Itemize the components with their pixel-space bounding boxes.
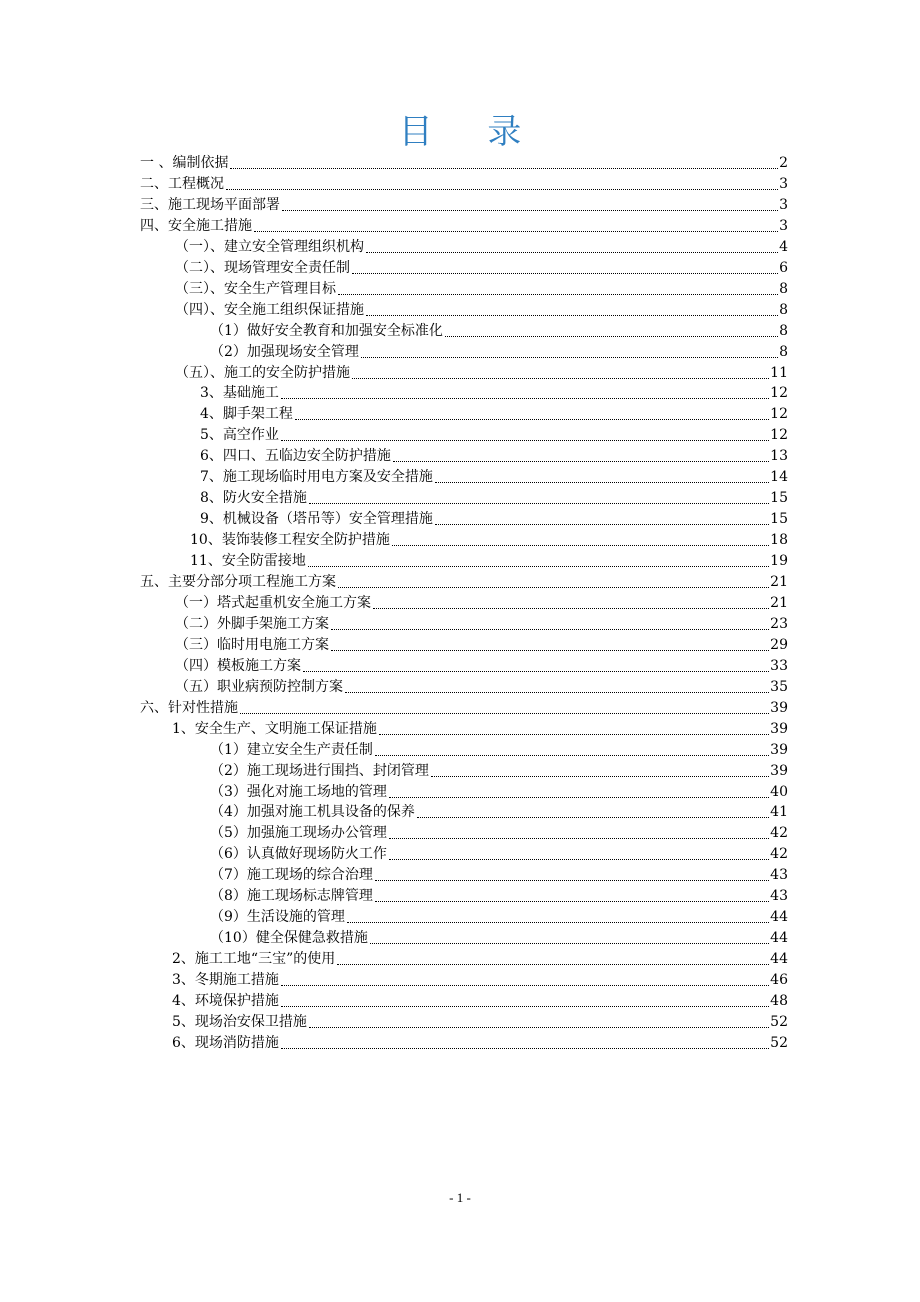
toc-entry-page: 21 xyxy=(770,594,788,611)
toc-entry[interactable] xyxy=(140,698,788,719)
toc-entry-label: （二）外脚手架施工方案 xyxy=(175,615,329,632)
toc-dot-leader xyxy=(347,922,769,923)
toc-entry[interactable] xyxy=(210,844,788,865)
toc-entry-label: （一）塔式起重机安全施工方案 xyxy=(175,594,371,611)
toc-dot-leader xyxy=(392,545,769,546)
toc-entry[interactable] xyxy=(140,174,788,195)
toc-entry[interactable] xyxy=(210,342,788,363)
toc-entry-page: 15 xyxy=(770,490,788,507)
toc-entry-page: 3 xyxy=(779,175,788,192)
toc-entry-page: 8 xyxy=(779,280,788,297)
toc-dot-leader xyxy=(417,817,769,818)
toc-entry-label: 五、主要分部分项工程施工方案 xyxy=(140,574,336,590)
toc-entry[interactable] xyxy=(175,363,788,384)
toc-entry-page: 21 xyxy=(770,574,788,590)
toc-entry[interactable] xyxy=(175,656,788,677)
toc-entry[interactable] xyxy=(200,383,788,404)
toc-entry-page: 39 xyxy=(770,699,788,716)
toc-entry-label: （三）临时用电施工方案 xyxy=(175,636,329,653)
toc-dot-leader xyxy=(352,273,778,274)
toc-entry-page: 39 xyxy=(770,762,788,779)
toc-dot-leader xyxy=(345,692,769,693)
toc-entry[interactable] xyxy=(140,153,788,174)
toc-entry[interactable] xyxy=(140,195,788,216)
toc-entry-label: （2）加强现场安全管理 xyxy=(210,343,359,360)
toc-dot-leader xyxy=(389,859,769,860)
toc-dot-leader xyxy=(308,566,769,567)
toc-dot-leader xyxy=(435,482,769,483)
toc-dot-leader xyxy=(338,587,769,588)
toc-entry-label: （4）加强对施工机具设备的保养 xyxy=(210,804,415,821)
toc-entry-label: （一）、建立安全管理组织机构 xyxy=(175,238,364,255)
toc-dot-leader xyxy=(373,608,769,609)
toc-dot-leader xyxy=(331,629,769,630)
toc-dot-leader xyxy=(337,964,769,965)
toc-dot-leader xyxy=(352,378,769,379)
toc-entry-page: 48 xyxy=(770,993,788,1009)
toc-entry-page: 42 xyxy=(770,846,788,863)
toc-dot-leader xyxy=(389,838,769,839)
toc-dot-leader xyxy=(230,168,778,169)
toc-entry-page: 12 xyxy=(770,406,788,423)
toc-entry[interactable] xyxy=(210,907,788,928)
toc-entry[interactable] xyxy=(210,886,788,907)
toc-entry[interactable] xyxy=(210,823,788,844)
toc-entry-label: 6、现场消防措施 xyxy=(172,1034,279,1051)
toc-entry[interactable] xyxy=(175,614,788,635)
toc-entry[interactable] xyxy=(175,593,788,614)
toc-dot-leader xyxy=(379,734,769,735)
toc-entry[interactable] xyxy=(172,1033,788,1054)
toc-entry-page: 43 xyxy=(770,888,788,905)
toc-entry[interactable] xyxy=(172,970,788,991)
toc-entry-page: 6 xyxy=(779,259,788,276)
toc-entry-label: （四）模板施工方案 xyxy=(175,657,301,674)
toc-entry-page: 4 xyxy=(779,238,788,255)
toc-dot-leader xyxy=(303,671,769,672)
toc-entry-label: 5、现场治安保卫措施 xyxy=(172,1013,307,1030)
toc-entry-page: 8 xyxy=(779,301,788,318)
toc-entry-label: 7、施工现场临时用电方案及安全措施 xyxy=(200,469,433,486)
toc-dot-leader xyxy=(309,1027,769,1028)
toc-entry-label: （2）施工现场进行围挡、封闭管理 xyxy=(210,762,429,779)
toc-entry[interactable] xyxy=(210,802,788,823)
toc-entry-label: 9、机械设备（塔吊等）安全管理措施 xyxy=(200,511,433,528)
toc-entry-page: 18 xyxy=(770,532,788,549)
toc-dot-leader xyxy=(240,713,769,714)
toc-entry-page: 23 xyxy=(770,615,788,632)
toc-entry-page: 8 xyxy=(779,322,788,339)
toc-dot-leader xyxy=(282,210,778,211)
toc-entry[interactable] xyxy=(210,321,788,342)
toc-entry-page: 44 xyxy=(770,951,788,968)
toc-entry-page: 12 xyxy=(770,427,788,444)
toc-entry-page: 19 xyxy=(770,553,788,570)
toc-dot-leader xyxy=(375,755,769,756)
toc-entry-label: （1）建立安全生产责任制 xyxy=(210,741,373,758)
toc-entry-label: 四、安全施工措施 xyxy=(140,217,252,234)
toc-entry[interactable] xyxy=(200,509,788,530)
toc-entry[interactable] xyxy=(210,865,788,886)
toc-dot-leader xyxy=(338,294,778,295)
toc-dot-leader xyxy=(389,797,769,798)
toc-entry-page: 39 xyxy=(770,741,788,758)
toc-entry-page: 40 xyxy=(770,783,788,800)
toc-dot-leader xyxy=(435,524,769,525)
toc-entry-page: 41 xyxy=(770,804,788,821)
toc-dot-leader xyxy=(375,880,769,881)
toc-entry-label: （1）做好安全教育和加强安全标准化 xyxy=(210,322,443,339)
toc-dot-leader xyxy=(366,252,778,253)
toc-entry-label: 11、安全防雷接地 xyxy=(190,553,306,570)
toc-entry[interactable] xyxy=(210,740,788,761)
toc-entry-label: （7）施工现场的综合治理 xyxy=(210,867,373,884)
toc-dot-leader xyxy=(254,231,778,232)
toc-entry-label: 4、脚手架工程 xyxy=(200,406,293,423)
toc-entry-page: 52 xyxy=(770,1034,788,1051)
toc-entry-page: 44 xyxy=(770,909,788,926)
toc-entry-label: 8、防火安全措施 xyxy=(200,490,307,507)
toc-dot-leader xyxy=(295,419,769,420)
toc-entry-label: 5、高空作业 xyxy=(200,427,279,444)
toc-entry[interactable] xyxy=(200,404,788,425)
page-title: 目 录 xyxy=(398,112,544,152)
toc-entry-label: （五）、施工的安全防护措施 xyxy=(175,364,350,381)
toc-dot-leader xyxy=(309,503,769,504)
toc-entry-label: （四）、安全施工组织保证措施 xyxy=(175,301,364,318)
toc-entry[interactable] xyxy=(175,258,788,279)
toc-entry[interactable] xyxy=(140,572,788,593)
toc-entry[interactable] xyxy=(175,635,788,656)
toc-entry-label: 3、冬期施工措施 xyxy=(172,972,279,989)
toc-dot-leader xyxy=(281,1048,769,1049)
toc-entry-label: 一 、编制依据 xyxy=(140,155,229,171)
toc-entry[interactable] xyxy=(190,551,788,572)
toc-entry-label: （二）、现场管理安全责任制 xyxy=(175,259,350,276)
toc-dot-leader xyxy=(375,901,769,902)
toc-entry[interactable] xyxy=(200,425,788,446)
toc-entry-page: 42 xyxy=(770,825,788,842)
toc-entry[interactable] xyxy=(200,446,788,467)
toc-entry[interactable] xyxy=(172,949,788,970)
toc-entry-page: 33 xyxy=(770,657,788,674)
toc-entry-label: 6、四口、五临边安全防护措施 xyxy=(200,448,391,465)
toc-entry[interactable] xyxy=(140,216,788,237)
toc-entry[interactable] xyxy=(175,237,788,258)
toc-entry-label: 3、基础施工 xyxy=(200,385,279,402)
toc-entry-label: （3）强化对施工场地的管理 xyxy=(210,783,387,800)
toc-dot-leader xyxy=(331,650,769,651)
toc-entry-label: （8）施工现场标志牌管理 xyxy=(210,888,373,905)
toc-entry-page: 46 xyxy=(770,972,788,989)
toc-entry-page: 3 xyxy=(779,217,788,234)
toc-entry-page: 39 xyxy=(770,720,788,737)
toc-entry-label: （5）加强施工现场办公管理 xyxy=(210,825,387,842)
toc-entry[interactable] xyxy=(175,300,788,321)
toc-entry-page: 11 xyxy=(770,364,788,381)
toc-entry-label: （10）健全保健急救措施 xyxy=(210,930,368,947)
toc-dot-leader xyxy=(281,985,769,986)
toc-entry-page: 2 xyxy=(779,155,788,171)
toc-entry-label: 1、安全生产、文明施工保证措施 xyxy=(172,720,377,737)
toc-entry-label: （9）生活设施的管理 xyxy=(210,909,345,926)
toc-entry[interactable] xyxy=(190,530,788,551)
toc-dot-leader xyxy=(445,336,778,337)
toc-entry-label: 六、针对性措施 xyxy=(140,699,238,716)
toc-entry-page: 15 xyxy=(770,511,788,528)
toc-entry-page: 14 xyxy=(770,469,788,486)
toc-entry[interactable] xyxy=(172,719,788,740)
toc-dot-leader xyxy=(281,398,769,399)
toc-entry[interactable] xyxy=(210,928,788,949)
toc-dot-leader xyxy=(431,776,769,777)
toc-dot-leader xyxy=(281,440,769,441)
toc-entry[interactable] xyxy=(175,279,788,300)
toc-entry[interactable] xyxy=(200,467,788,488)
toc-entry-page: 29 xyxy=(770,636,788,653)
toc-entry-label: （五）职业病预防控制方案 xyxy=(175,678,343,695)
page-number: - 1 - xyxy=(449,1190,471,1205)
toc-entry[interactable] xyxy=(210,782,788,803)
toc-entry-page: 35 xyxy=(770,678,788,695)
toc-dot-leader xyxy=(281,1006,769,1007)
toc-dot-leader xyxy=(366,315,778,316)
toc-entry-label: 10、装饰装修工程安全防护措施 xyxy=(190,532,390,549)
toc-entry-page: 13 xyxy=(770,448,788,465)
toc-entry-page: 8 xyxy=(779,343,788,360)
toc-entry[interactable] xyxy=(175,677,788,698)
toc-entry-label: （三）、安全生产管理目标 xyxy=(175,280,336,297)
toc-entry-page: 3 xyxy=(779,196,788,213)
toc-entry[interactable] xyxy=(172,991,788,1012)
toc-entry-page: 43 xyxy=(770,867,788,884)
toc-entry-label: 二、工程概况 xyxy=(140,175,224,192)
toc-entry-label: 4、环境保护措施 xyxy=(172,993,279,1009)
toc-dot-leader xyxy=(226,189,778,190)
toc-entry[interactable] xyxy=(200,488,788,509)
toc-dot-leader xyxy=(393,461,769,462)
toc-entry-page: 44 xyxy=(770,930,788,947)
toc-entry-page: 12 xyxy=(770,385,788,402)
toc-entry-label: （6）认真做好现场防火工作 xyxy=(210,846,387,863)
toc-entry-page: 52 xyxy=(770,1013,788,1030)
toc-dot-leader xyxy=(370,943,769,944)
toc-entry[interactable] xyxy=(172,1012,788,1033)
toc-entry-label: 2、施工工地“三宝”的使用 xyxy=(172,951,336,968)
toc-entry[interactable] xyxy=(210,761,788,782)
toc-entry-label: 三、施工现场平面部署 xyxy=(140,196,280,213)
toc-dot-leader xyxy=(361,357,778,358)
